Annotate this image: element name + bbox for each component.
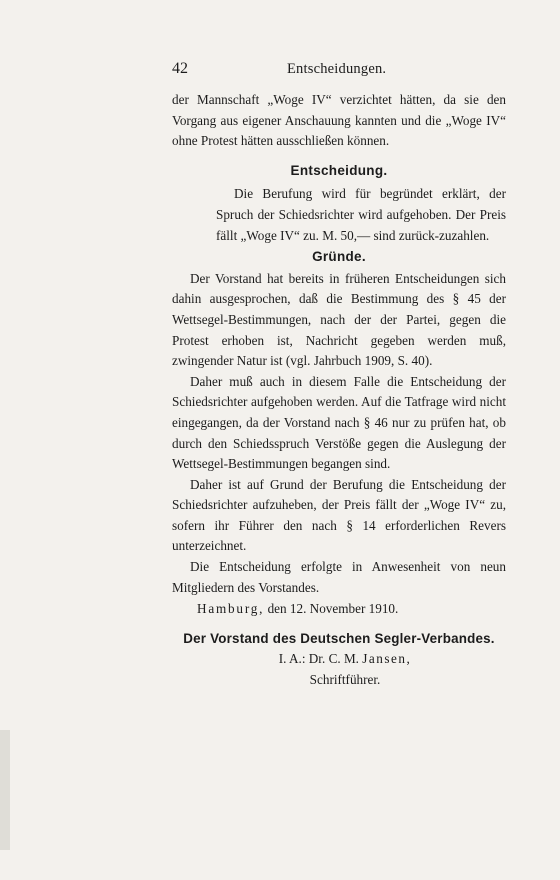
intro-paragraph: der Mannschaft „Woge IV“ verzichtet hätten, da sie den Vorgang aus eigener Anschauung kannten und die „Woge IV“ ohne Protest hätten ausschließen können. <box>172 92 506 149</box>
page-header <box>172 60 512 82</box>
decision-heading: Entscheidung. <box>290 162 388 178</box>
scan-margin-mark <box>0 730 10 850</box>
reasons-paragraph-2: Daher muß auch in diesem Falle die Entscheidung der Schiedsrichter aufgehoben werden. Auf die Tatfrage wird nicht eingegangen, da der Vorstand nach § 46 nur zu prüfen hat, ob durch den Schiedsspruch Verstöße gegen die Auslegung der Wettsegel-Bestimmungen begangen sind. <box>172 373 506 472</box>
page-number: 42 <box>172 60 188 77</box>
signature-by-line <box>172 649 506 670</box>
date-city: Hamburg, <box>197 601 265 617</box>
reasons-paragraph-1: Der Vorstand hat bereits in früheren Entscheidungen sich dahin ausgesprochen, daß die Bestimmung des § 45 der Wettsegel-Bestimmungen, nach der der Partei, gegen die Protest erhoben ist, Nachricht gegeben werden muß, zwingender Natur ist (vgl. Jahrbuch 1909, S. 40). <box>172 270 506 369</box>
reasons-paragraph-4: Die Entscheidung erfolgte in Anwesenheit von neun Mitgliedern des Vorstandes. <box>172 559 506 595</box>
date-text: den 12. November 1910. <box>267 601 399 617</box>
page-body <box>172 90 506 691</box>
signature-role: Schriftführer. <box>309 672 381 688</box>
running-title: Entscheidungen. <box>287 61 387 77</box>
reasons-paragraph-3: Daher ist auf Grund der Berufung die Entscheidung der Schiedsrichter aufzuheben, der Preis fällt der „Woge IV“ zu, sofern ihr Führer den nach § 14 erforderlichen Revers unterzeichnet. <box>172 476 506 554</box>
signature-prefix: I. A.: Dr. C. M. <box>278 651 359 667</box>
date-line <box>172 599 506 620</box>
signature-name: Jansen, <box>362 651 412 667</box>
decision-text: Die Berufung wird für begründet erklärt, der Spruch der Schiedsrichter wird aufgehoben. Der Preis fällt „Woge IV“ zu. M. 50,— sind zurück-zuzahlen. <box>216 186 506 243</box>
reasons-heading: Gründe. <box>312 249 366 265</box>
signature-organization: Der Vorstand des Deutschen Segler-Verbandes. <box>183 630 495 646</box>
